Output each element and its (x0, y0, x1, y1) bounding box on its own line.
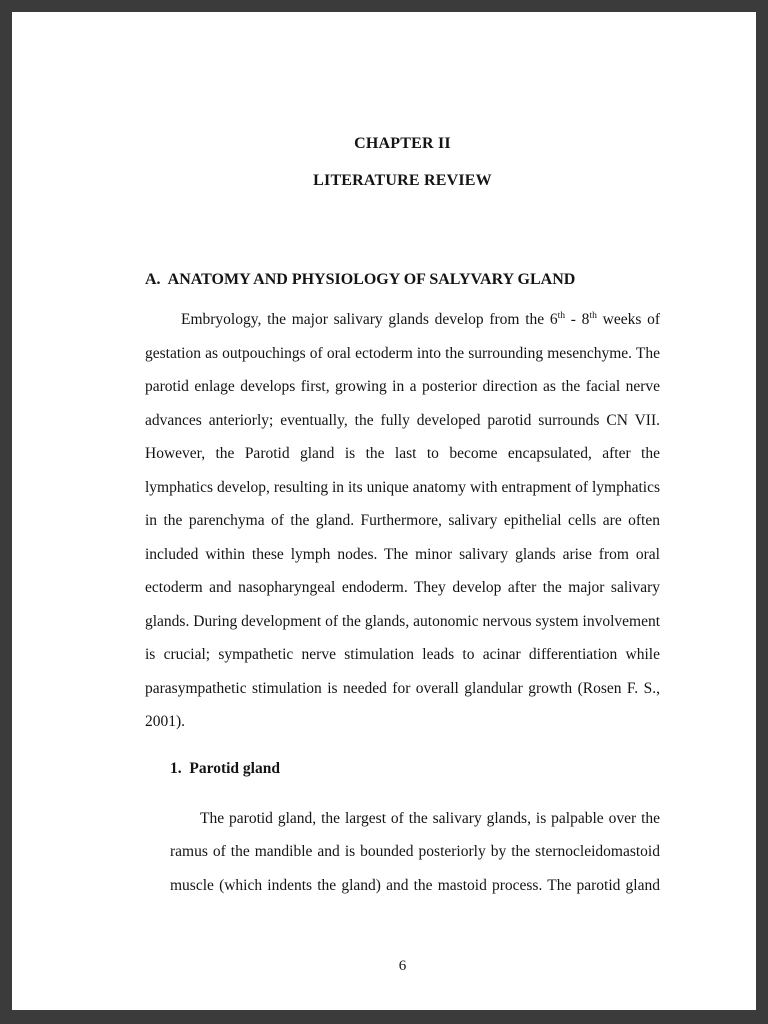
paragraph-text-part3: weeks of gestation as outpouchings of oral ectoderm into the surrounding mesenchyme. The parotid enlage develops first, growing in a posterior direction as the facial nerve advances anteriorly; eventually, the fully developed parotid surrounds CN VII. However, the Parotid gland is the last to become encapsulated, after the lymphatics develop, resulting in its unique anatomy with entrapment of lymphatics in the parenchyma of the gland. Furthermore, salivary epithelial cells are often included within these lymph nodes. The minor salivary glands arise from oral ectoderm and nasopharyngeal endoderm. They develop after the major salivary glands. During development of the glands, autonomic nervous system involvement is crucial; sympathetic nerve stimulation leads to acinar differentiation while parasympathetic stimulation is needed for overall glandular growth (Rosen F. S., 2001). (145, 311, 660, 730)
paragraph-text-part2: - 8 (565, 311, 590, 328)
document-page (12, 12, 756, 1010)
document-content (145, 12, 660, 902)
superscript-th-2: th (589, 309, 597, 321)
subsection-heading-parotid-gland: 1. Parotid gland (170, 759, 280, 777)
chapter-subtitle: LITERATURE REVIEW (313, 172, 492, 189)
paragraph-text-part1: Embryology, the major salivary glands develop from the 6 (181, 311, 558, 328)
body-paragraph-parotid-gland: The parotid gland, the largest of the salivary glands, is palpable over the ramus of the mandible and is bounded posteriorly by the sternocleidomastoid muscle (which indents the gland) and the mastoid process. The parotid gland (170, 809, 660, 894)
body-paragraph-embryology (145, 303, 660, 739)
section-heading: A. ANATOMY AND PHYSIOLOGY OF SALYVARY GLAND (145, 271, 576, 288)
page-number: 6 (398, 958, 407, 974)
chapter-title: CHAPTER II (354, 135, 451, 152)
superscript-th-1: th (557, 309, 566, 321)
